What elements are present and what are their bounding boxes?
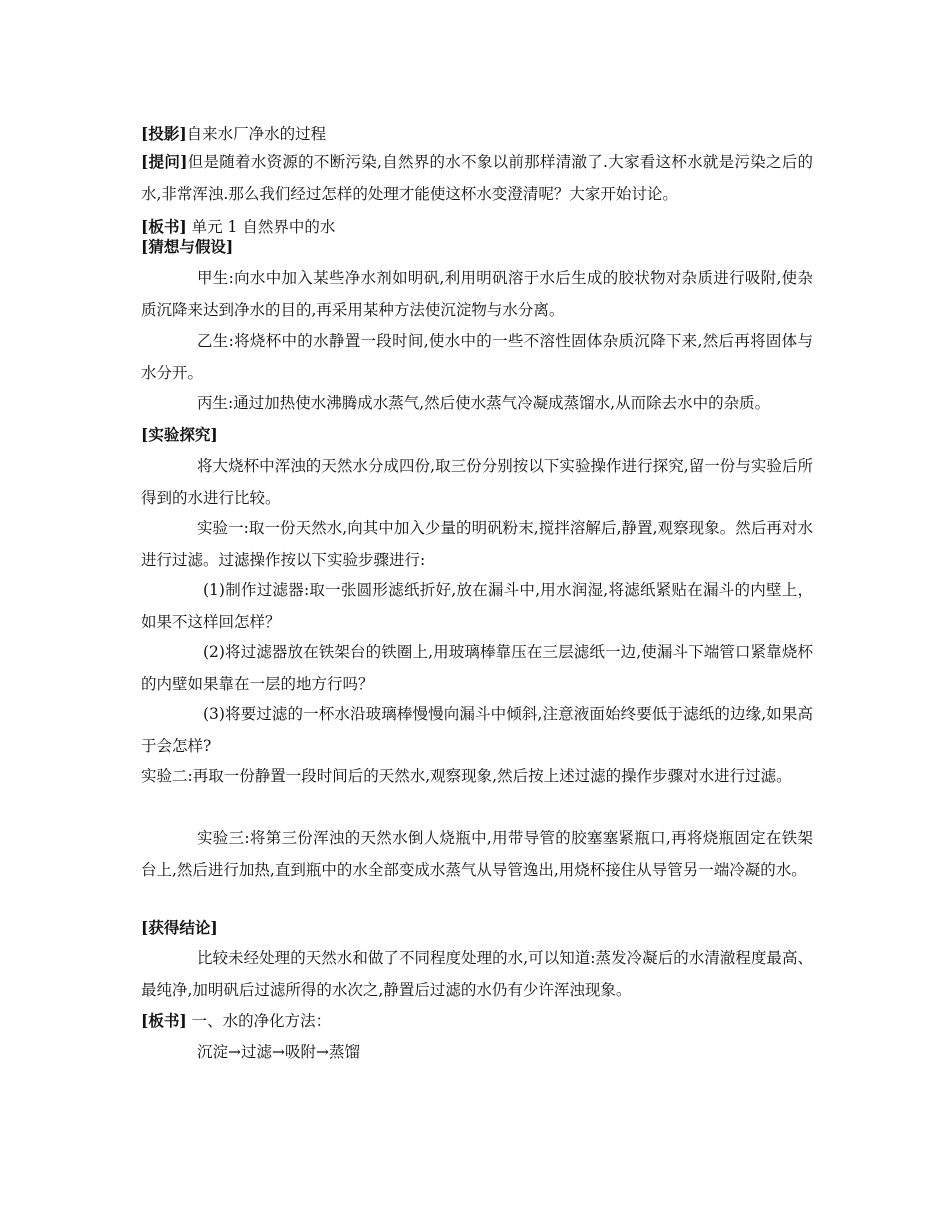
experiment-heading: [实验探究]	[141, 425, 218, 444]
filter-step-2: (2)将过滤器放在铁架台的铁圈上,用玻璃棒靠压在三层滤纸一边,使漏斗下端管口紧靠烧杯的内壁如果靠在一层的地方行吗？	[141, 643, 813, 693]
experiment-one-paragraph: 实验一:取一份天然水,向其中加入少量的明矾粉末,搅拌溶解后,静置,观察现象。然后再对水进行过滤。过滤操作按以下实验步骤进行:	[141, 519, 813, 569]
filter-step-3: (3)将要过滤的一杯水沿玻璃棒慢慢向漏斗中倾斜,注意液面始终要低于滤纸的边缘,如果高于会怎样?	[141, 705, 813, 755]
experiment-three-paragraph: 实验三:将第三份浑浊的天然水倒人烧瓶中,用带导管的胶塞塞紧瓶口,再将烧瓶固定在铁架台上,然后进行加热,直到瓶中的水全部变成水蒸气从导管逸出,用烧杯接住从导管另一端冷凝的水。	[141, 829, 813, 879]
question-text: 但是随着水资源的不断污染,自然界的水不象以前那样清澈了.大家看这杯水就是污染之后的水,非常浑浊.那么我们经过怎样的处理才能使这杯水变澄清呢？大家开始讨论。	[141, 153, 813, 203]
board-tag: [板书]	[141, 217, 187, 236]
experiment-intro-paragraph: 将大烧杯中浑浊的天然水分成四份,取三份分别按以下实验操作进行探究,留一份与实验后所得到的水进行比较。	[141, 457, 813, 507]
board-methods-line	[141, 1010, 813, 1032]
board-title-text: 单元 1 自然界中的水	[186, 218, 336, 236]
board-methods-tag: [板书]	[141, 1011, 187, 1030]
hypothesis-heading: [猜想与假设]	[141, 237, 234, 256]
student-jia-paragraph: 甲生:向水中加入某些净水剂如明矾,利用明矾溶于水后生成的胶状物对杂质进行吸附,使杂质沉降来达到净水的目的,再采用某种方法使沉淀物与水分离。	[141, 269, 813, 319]
experiment-two-paragraph: 实验二:再取一份静置一段时间后的天然水,观察现象,然后按上述过滤的操作步骤对水进行过滤。	[141, 767, 792, 785]
projection-text: 自来水厂净水的过程	[186, 125, 327, 143]
purification-methods: 沉淀→过滤→吸附→蒸馏	[197, 1043, 360, 1061]
question-paragraph	[141, 146, 813, 210]
board-title-line	[141, 216, 813, 238]
filter-step-1: (1)制作过滤器:取一张圆形滤纸折好,放在漏斗中,用水润湿,将滤纸紧贴在漏斗的内壁上，如果不这样回怎样？	[141, 581, 813, 631]
question-tag: [提问]	[141, 152, 188, 171]
conclusion-paragraph: 比较未经处理的天然水和做了不同程度处理的水,可以知道:蒸发冷凝后的水清澈程度最高、最纯净,加明矾后过滤所得的水次之,静置后过滤的水仍有少许浑浊现象。	[141, 949, 813, 999]
board-methods-text: 一、水的净化方法：	[186, 1012, 332, 1030]
projection-line	[141, 123, 813, 145]
projection-tag: [投影]	[141, 124, 187, 143]
conclusion-heading: [获得结论]	[141, 918, 218, 937]
student-yi-paragraph: 乙生:将烧杯中的水静置一段时间,使水中的一些不溶性固体杂质沉降下来,然后再将固体与水分开。	[141, 332, 813, 382]
student-bing-paragraph: 丙生:通过加热使水沸腾成水蒸气,然后使水蒸气冷凝成蒸馏水,从而除去水中的杂质。	[197, 394, 771, 412]
